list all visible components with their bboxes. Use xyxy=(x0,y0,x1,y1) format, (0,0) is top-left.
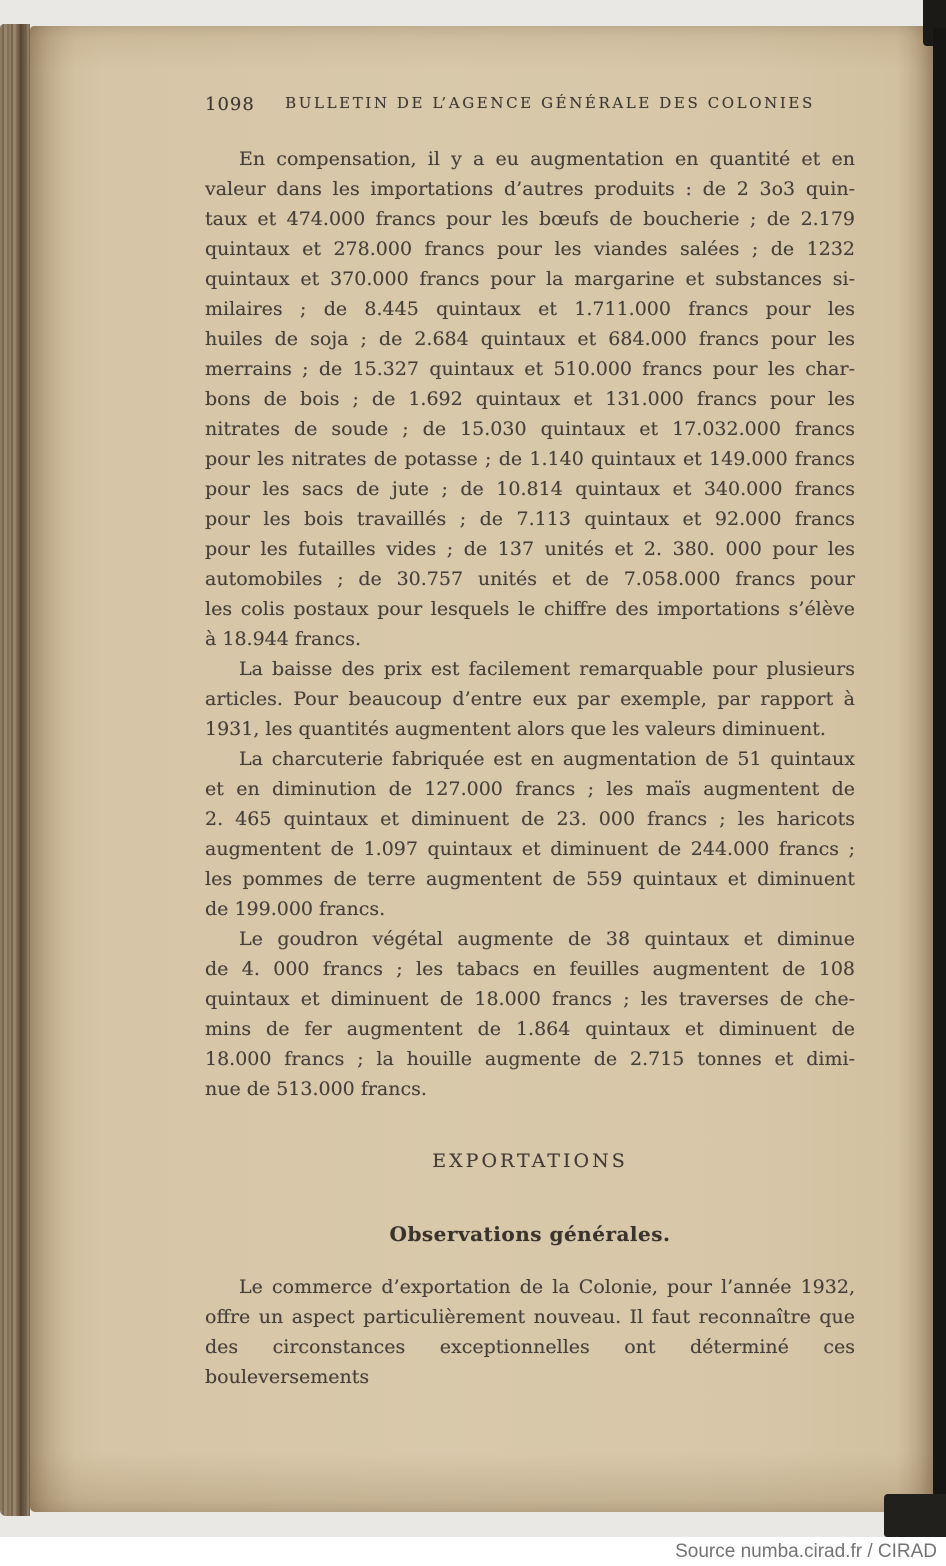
text-line: de 4. 000 francs ; les tabacs en feuilles augmentent de 108 xyxy=(205,958,855,980)
text-line: taux et 474.000 francs pour les bœufs de boucherie ; de 2.179 xyxy=(205,208,855,230)
text-line: Le commerce d’exportation de la Colonie, pour l’année 1932, xyxy=(239,1276,855,1298)
paragraph xyxy=(205,144,855,654)
page-header xyxy=(205,94,855,120)
text-line: valeur dans les importations d’autres produits : de 2 3o3 quin- xyxy=(205,178,855,200)
book-cover-edge-right xyxy=(933,28,946,1498)
text-line: automobiles ; de 30.757 unités et de 7.058.000 francs pour xyxy=(205,568,855,590)
paragraph xyxy=(205,924,855,1104)
paragraphs-before xyxy=(205,144,855,1104)
text-line: nitrates de soude ; de 15.030 quintaux et 17.032.000 francs xyxy=(205,418,855,440)
text-line: et en diminution de 127.000 francs ; les maïs augmentent de xyxy=(205,778,855,800)
text-line: 2. 465 quintaux et diminuent de 23. 000 francs ; les haricots xyxy=(205,808,855,830)
paragraph xyxy=(205,1272,855,1388)
paragraphs-after xyxy=(205,1272,855,1388)
book-cover-corner-bottom-right xyxy=(884,1494,946,1537)
text-line: milaires ; de 8.445 quintaux et 1.711.000 francs pour les xyxy=(205,298,855,320)
page-scan xyxy=(30,26,933,1512)
text-line: merrains ; de 15.327 quintaux et 510.000 francs pour les char- xyxy=(205,358,855,380)
text-line: quintaux et diminuent de 18.000 francs ; les traverses de che- xyxy=(205,988,855,1010)
subsection-heading-observations: Observations générales. xyxy=(389,1222,671,1246)
text-line: huiles de soja ; de 2.684 quintaux et 684.000 francs pour les xyxy=(205,328,855,350)
text-line: quintaux et 278.000 francs pour les viandes salées ; de 1232 xyxy=(205,238,855,260)
text-line: Le goudron végétal augmente de 38 quintaux et diminue xyxy=(239,928,855,950)
paragraph xyxy=(205,654,855,744)
section-heading-exportations: EXPORTATIONS xyxy=(432,1150,628,1172)
journal-title: BULLETIN DE L’AGENCE GÉNÉRALE DES COLONIES xyxy=(285,94,815,112)
text-line: les pommes de terre augmentent de 559 quintaux et diminuent xyxy=(205,868,855,890)
text-line: pour les nitrates de potasse ; de 1.140 quintaux et 149.000 francs xyxy=(205,448,855,470)
text-line: de 199.000 francs. xyxy=(205,898,386,920)
text-line: 1931, les quantités augmentent alors que les valeurs diminuent. xyxy=(205,718,826,740)
text-line: nue de 513.000 francs. xyxy=(205,1078,427,1100)
text-line: pour les futailles vides ; de 137 unités et 2. 380. 000 pour les xyxy=(205,538,855,560)
source-attribution-bar xyxy=(0,1537,946,1566)
text-line: pour les sacs de jute ; de 10.814 quintaux et 340.000 francs xyxy=(205,478,855,500)
text-line: bons de bois ; de 1.692 quintaux et 131.000 francs pour les xyxy=(205,388,855,410)
text-line: 18.000 francs ; la houille augmente de 2.715 tonnes et dimi- xyxy=(205,1048,855,1070)
text-line: quintaux et 370.000 francs pour la margarine et substances si- xyxy=(205,268,855,290)
text-line: les colis postaux pour lesquels le chiffre des importations s’élève xyxy=(205,598,855,620)
paragraph xyxy=(205,744,855,924)
source-attribution-text: Source numba.cirad.fr / CIRAD xyxy=(675,1540,937,1562)
text-line: articles. Pour beaucoup d’entre eux par exemple, par rapport à xyxy=(205,688,855,710)
book-gutter-edge xyxy=(0,24,30,1516)
text-line: La baisse des prix est facilement remarquable pour plusieurs xyxy=(239,658,855,680)
text-line: En compensation, il y a eu augmentation en quantité et en xyxy=(239,148,855,170)
text-line: offre un aspect particulièrement nouveau. Il faut reconnaître que xyxy=(205,1306,855,1328)
text-line: mins de fer augmentent de 1.864 quintaux et diminuent de xyxy=(205,1018,855,1040)
text-line: La charcuterie fabriquée est en augmentation de 51 quintaux xyxy=(239,748,855,770)
page-text-column xyxy=(205,26,855,1388)
text-line: pour les bois travaillés ; de 7.113 quintaux et 92.000 francs xyxy=(205,508,855,530)
text-line: à 18.944 francs. xyxy=(205,628,361,650)
page-number: 1098 xyxy=(205,94,255,115)
text-line: augmentent de 1.097 quintaux et diminuent de 244.000 francs ; xyxy=(205,838,855,860)
text-line: des circonstances exceptionnelles ont déterminé ces bouleversements xyxy=(205,1336,855,1388)
